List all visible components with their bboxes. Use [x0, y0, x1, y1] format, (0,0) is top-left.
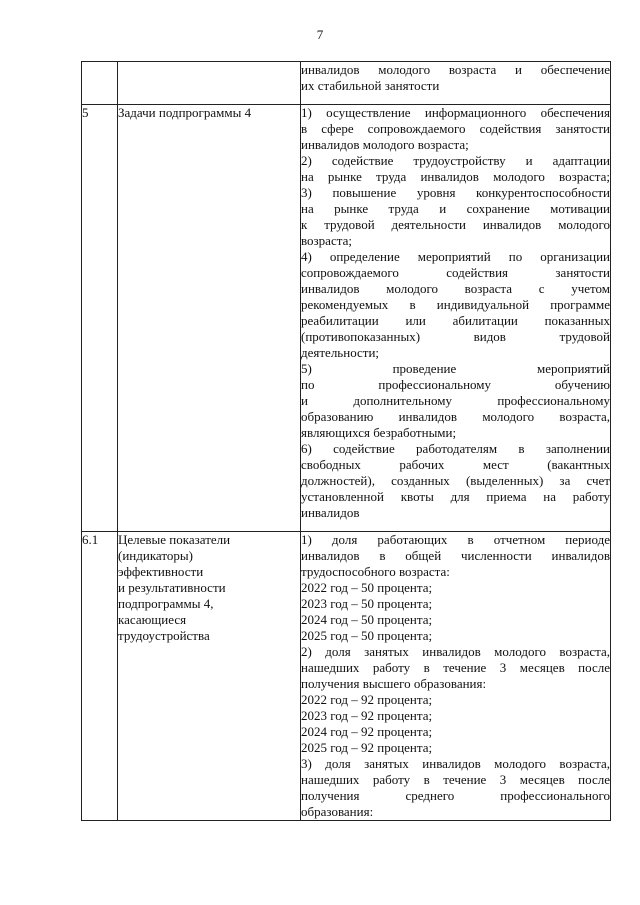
- content-line: 2022 год – 50 процента;: [301, 580, 433, 595]
- content-line: в сфере сопровождаемого содействия занятости: [301, 121, 610, 136]
- content-line: установленной квоты для приема на работу: [301, 489, 610, 504]
- content-line: должностей), созданных (выделенных) за счет: [301, 473, 610, 488]
- content-line: (противопоказанных) видов трудовой: [301, 329, 610, 344]
- table-row: [82, 532, 611, 821]
- content-line: по профессиональному обучению: [301, 377, 610, 392]
- content-line: на рынке труда инвалидов молодого возраста;: [301, 169, 610, 184]
- row-number-cell: 6.1: [82, 532, 118, 821]
- indicator-title-line: подпрограммы 4,: [118, 596, 214, 611]
- subprogram-passport-table: [81, 61, 611, 821]
- content-line: реабилитации или абилитации показанных: [301, 313, 610, 328]
- content-line: свободных рабочих мест (вакантных: [301, 457, 610, 472]
- content-line: 2024 год – 50 процента;: [301, 612, 433, 627]
- content-line: трудоспособного возраста:: [301, 564, 450, 579]
- content-line: рекомендуемых в индивидуальной программе: [301, 297, 610, 312]
- content-line: 2024 год – 92 процента;: [301, 724, 433, 739]
- row-name-cell: [118, 62, 301, 105]
- page-number: 7: [316, 27, 324, 42]
- content-line: получения среднего профессионального: [301, 788, 610, 803]
- indicator-title-line: трудоустройства: [118, 628, 210, 643]
- row-content-cell: [301, 105, 611, 532]
- content-line: 2022 год – 92 процента;: [301, 692, 433, 707]
- content-line: к трудовой деятельности инвалидов молодого: [301, 217, 610, 232]
- row-number-cell: 5: [82, 105, 118, 532]
- content-line: на рынке труда и сохранение мотивации: [301, 201, 610, 216]
- content-line: инвалидов молодого возраста и обеспечение: [301, 62, 610, 77]
- row-number-cell: [82, 62, 118, 105]
- content-line: 1) осуществление информационного обеспечения: [301, 105, 610, 120]
- content-line: 2) доля занятых инвалидов молодого возраста,: [301, 644, 610, 659]
- content-line: их стабильной занятости: [301, 78, 440, 93]
- content-line: нашедших работу в течение 3 месяцев после: [301, 660, 610, 675]
- content-line: 3) доля занятых инвалидов молодого возраста,: [301, 756, 610, 771]
- content-line: инвалидов в общей численности инвалидов: [301, 548, 610, 563]
- content-line: сопровождаемого содействия занятости: [301, 265, 610, 280]
- indicator-title-line: эффективности: [118, 564, 204, 579]
- content-line: 3) повышение уровня конкурентоспособности: [301, 185, 610, 200]
- content-line: 4) определение мероприятий по организации: [301, 249, 610, 264]
- table-row: [82, 105, 611, 532]
- indicator-title-line: Целевые показатели: [118, 532, 231, 547]
- indicator-title-line: (индикаторы): [118, 548, 193, 563]
- row-name-cell: [118, 532, 301, 821]
- content-line: образованию инвалидов молодого возраста,: [301, 409, 610, 424]
- content-line: образования:: [301, 804, 374, 819]
- content-line: 2023 год – 92 процента;: [301, 708, 433, 723]
- indicator-title-line: касающиеся: [118, 612, 187, 627]
- content-line: и дополнительному профессиональному: [301, 393, 610, 408]
- content-line: возраста;: [301, 233, 352, 248]
- row-name-cell: Задачи подпрограммы 4: [118, 105, 301, 532]
- content-line: 2025 год – 92 процента;: [301, 740, 433, 755]
- content-line: инвалидов: [301, 505, 360, 520]
- content-line: 2023 год – 50 процента;: [301, 596, 433, 611]
- content-line: 6) содействие работодателям в заполнении: [301, 441, 610, 456]
- content-line: 2025 год – 50 процента;: [301, 628, 433, 643]
- row-content-cell: [301, 62, 611, 105]
- content-line: 1) доля работающих в отчетном периоде: [301, 532, 610, 547]
- indicator-title-line: и результативности: [118, 580, 226, 595]
- content-line: нашедших работу в течение 3 месяцев после: [301, 772, 610, 787]
- content-line: получения высшего образования:: [301, 676, 487, 691]
- content-line: инвалидов молодого возраста;: [301, 137, 469, 152]
- table-row: [82, 62, 611, 105]
- content-line: инвалидов молодого возраста с учетом: [301, 281, 610, 296]
- content-line: 2) содействие трудоустройству и адаптации: [301, 153, 610, 168]
- content-line: 5) проведение мероприятий: [301, 361, 610, 376]
- content-line: деятельности;: [301, 345, 380, 360]
- row-content-cell: [301, 532, 611, 821]
- content-line: являющихся безработными;: [301, 425, 457, 440]
